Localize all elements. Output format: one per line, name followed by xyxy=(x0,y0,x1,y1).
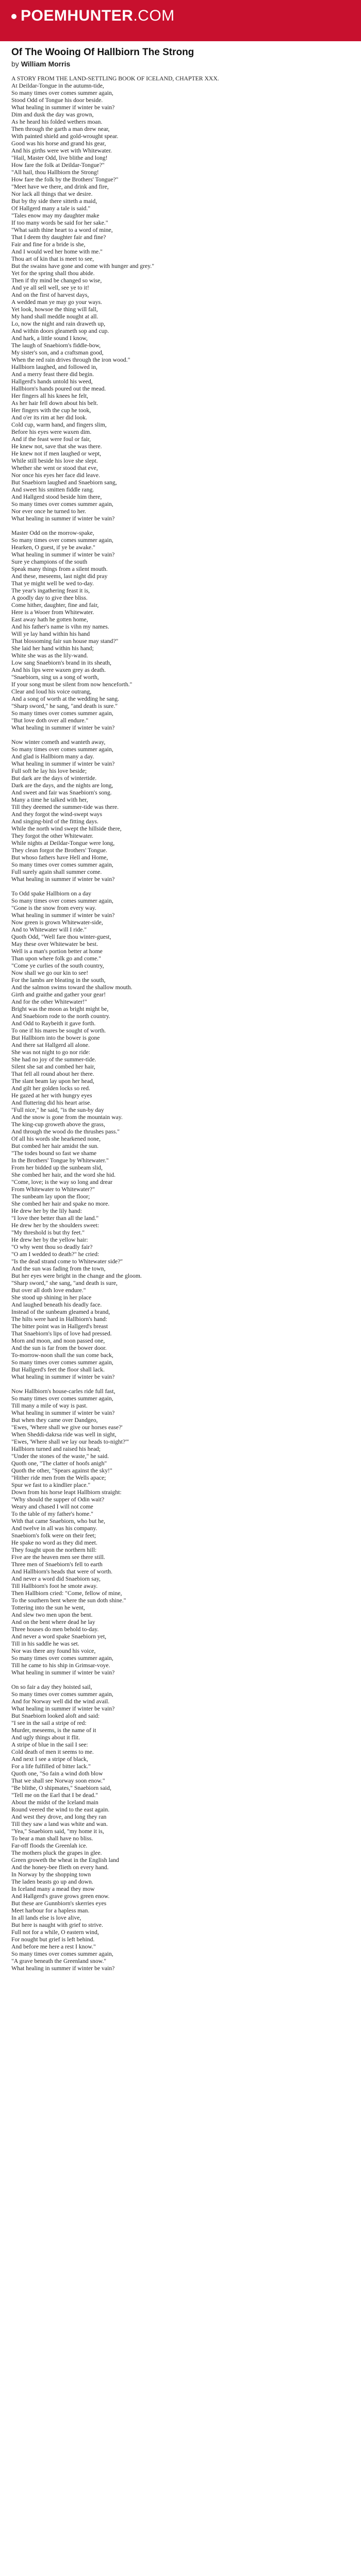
poem-line: They forgot the other Whitewater. xyxy=(11,833,93,839)
poem-line: And gilt her golden locks so red. xyxy=(11,1085,90,1092)
poem-line: On so fair a day they hoisted sail, xyxy=(11,1684,92,1690)
poem-line: But the swains have gone and come with hunger and grey." xyxy=(11,263,154,269)
poem-line: Now winter cometh and wanteth away, xyxy=(11,739,106,745)
poem-line: Nor once his eyes her face did leave. xyxy=(11,472,100,479)
poem-line: So many times over comes summer again, xyxy=(11,1359,113,1366)
poem-line: Will ye lay hand within his hand xyxy=(11,631,90,637)
poem-line: So many times over comes summer again, xyxy=(11,501,113,507)
poem-line: The hilts were hard in Hallbiorn's hand: xyxy=(11,1316,107,1323)
poem-line: And these, meseems, last night did pray xyxy=(11,573,108,580)
poem-line: Spur we fast to a kindlier place." xyxy=(11,1482,91,1488)
poem-line: May these over Whitewater be best. xyxy=(11,941,98,947)
poem-line: When Sheddi-dakrsa ride was well in sight, xyxy=(11,1431,117,1438)
poem-line: And before me here a rest I know." xyxy=(11,1943,96,1950)
poem-line: And the snow is gone from the mountain way. xyxy=(11,1114,123,1121)
poem-line: "I love thee better than all the land." xyxy=(11,1215,99,1222)
poem-line: Fair and fine for a bride is she, xyxy=(11,241,86,248)
poem-line: Dim and dusk the day was grown, xyxy=(11,111,94,118)
poem-line: Now green is grown Whitewater-side, xyxy=(11,919,103,926)
site-logo[interactable] xyxy=(11,7,175,25)
poem-line: And never a word did Snaebiorn say, xyxy=(11,1575,101,1582)
poem-line: She combed her hair, and the word she hid. xyxy=(11,1172,116,1178)
poem-line: About the midst of the Iceland main xyxy=(11,1799,99,1806)
poem-line: Hearken, O guest, if ye be awake." xyxy=(11,544,95,551)
poem-line: Full soft he lay his love beside; xyxy=(11,768,87,774)
poem-line: To one if his mares be sought of worth. xyxy=(11,1027,106,1034)
poem-line: And sweet his smitten fiddle rang. xyxy=(11,486,94,493)
poem-line: Bright was the moon as bright might be, xyxy=(11,1006,109,1012)
poem-line: She stood up shining in her place xyxy=(11,1294,92,1301)
poem-line: Quoth one, "So fain a wind doth blow xyxy=(11,1770,103,1777)
poem-line: And his lips were waxen grey as death. xyxy=(11,667,106,673)
poem-line: And singing-bird of the fitting days. xyxy=(11,818,99,825)
poem-line: Round veered the wind to the east again. xyxy=(11,1806,110,1813)
poem-line: Cold cup, warm hand, and fingers slim, xyxy=(11,421,107,428)
poem-line: For the lambs are bleating in the south, xyxy=(11,977,106,984)
poem-line: East away hath he gotten home, xyxy=(11,616,88,623)
poem-line: And the sun is far from the bower door. xyxy=(11,1345,107,1351)
poem-title: Of The Wooing Of Hallbiorn The Strong xyxy=(11,47,194,58)
poem-line: And the salmon swims toward the shallow mouth. xyxy=(11,984,133,991)
poem-line: But by thy side there sitteth a maid, xyxy=(11,198,97,205)
poem-line: He spake no word as they did meet. xyxy=(11,1539,97,1546)
poem-line: Five are the heaven men see there still. xyxy=(11,1554,105,1561)
poem-line: A STORY FROM THE LAND-SETTLING BOOK OF ICELAND, CHAPTER XXX. xyxy=(11,75,219,82)
poem-line: The sunbeam lay upon the floor; xyxy=(11,1193,90,1200)
poem-line: While still beside his love she slept. xyxy=(11,457,98,464)
poem-line: And ugly things about it flit. xyxy=(11,1734,80,1741)
poem-line: And slew two men upon the bent. xyxy=(11,1612,93,1618)
poem-line: If your song must be silent from now henceforth." xyxy=(11,681,133,688)
poem-line: Snaebiorn's folk were on their feet; xyxy=(11,1532,96,1539)
poem-line: Instead of the sunbeam gleamed a brand, xyxy=(11,1309,110,1315)
poem-line: "Come, love; is the way so long and drear xyxy=(11,1179,112,1185)
poem-line: While nights at Deildar-Tongue were long, xyxy=(11,840,115,846)
poem-line: "Tales enow may my daughter make xyxy=(11,212,100,219)
poem-line: With painted shield and gold-wrought spear. xyxy=(11,133,119,140)
poem-line: To Odd spake Hallbiorn on a day xyxy=(11,890,91,897)
poem-line: Yet for the spring shall thou abide. xyxy=(11,270,95,277)
poem-line: Now shall we go our kin to see! xyxy=(11,970,88,976)
poem-line: Nor lack all things that we desire. xyxy=(11,191,93,197)
poem-line: What healing in summer if winter be vain? xyxy=(11,104,115,111)
poem-line: And on the bent where dead he lay xyxy=(11,1619,95,1625)
poem-line: Her fingers all his knees he felt, xyxy=(11,393,88,399)
poem-line: And the honey-bee flieth on every hand. xyxy=(11,1864,109,1871)
poem-line: And his girths were wet with Whitewater. xyxy=(11,147,112,154)
poem-line: "My threshold is but thy feet." xyxy=(11,1229,85,1236)
poem-line: But over all doth love endure." xyxy=(11,1287,86,1294)
poem-line: Quoth one, "The clatter of hoofs anigh" xyxy=(11,1460,107,1467)
poem-line: But here is naught with grief to strive. xyxy=(11,1922,103,1928)
poem-line: And on the first of harvest days, xyxy=(11,292,89,298)
poem-line: While the north wind swept the hillside there, xyxy=(11,825,122,832)
poem-line: "Come ye curlies of the south country, xyxy=(11,962,104,969)
poem-line: If too many words be said for her sake." xyxy=(11,219,108,226)
poem-line: He gazed at her with hungry eyes xyxy=(11,1092,92,1099)
poem-line: She was not night to go nor ride: xyxy=(11,1049,90,1056)
poem-line: And within doors gleameth sop and cup. xyxy=(11,328,109,334)
poem-line: At Deildar-Tongue in the autumn-tide, xyxy=(11,82,104,89)
poem-line: "Yea," Snaebiorn said, "my home it is, xyxy=(11,1828,104,1835)
stanza xyxy=(11,739,350,883)
poem-line: Sure ye champions of the south xyxy=(11,558,88,565)
poem-line: But her eyes were bright in the change and the gloom. xyxy=(11,1273,142,1279)
poem-line: What healing in summer if winter be vain? xyxy=(11,1965,115,1972)
poem-line: In Norway by the shopping town xyxy=(11,1871,91,1878)
poem-line: Now Hallbiorn's house-carles ride full fast, xyxy=(11,1388,116,1395)
poem-line: Till Hallbiorn's foot he smote away. xyxy=(11,1583,98,1589)
poem-line: Speak many things from a silent mouth. xyxy=(11,566,108,572)
poem-line: He drew her by the lily hand: xyxy=(11,1208,82,1214)
poem-line: And Hallgerd's grave grows green enow. xyxy=(11,1893,110,1900)
poem-line: So many times over comes summer again, xyxy=(11,1395,113,1402)
poem-line: But when they came over Dandgeo, xyxy=(11,1417,98,1423)
poem-line: The bitter point was in Hallgerd's breast xyxy=(11,1323,108,1330)
poem-line: They clean forgot the Brothers' Tongue. xyxy=(11,847,107,854)
poem-content xyxy=(0,41,361,1972)
poem-line: What healing in summer if winter be vain? xyxy=(11,551,115,558)
poem-line: But combed her hair amidst the sun. xyxy=(11,1143,99,1149)
poem-line: Clear and loud his voice outrang, xyxy=(11,688,92,695)
poem-line: And I would wed her home with me." xyxy=(11,248,103,255)
poem-line: Nor ever once he turned to her. xyxy=(11,508,87,515)
poem-line: That ye might well be wed to-day. xyxy=(11,580,94,587)
logo-main: POEMHUNTER xyxy=(21,7,134,24)
poem-line: He drew her by the shoulders sweet: xyxy=(11,1222,100,1229)
poem-line: Low sang Snaebiorn's brand in its sheath, xyxy=(11,659,111,666)
poem-line: Before his eyes were waxen dim. xyxy=(11,429,92,435)
poem-line: So many times over comes summer again, xyxy=(11,897,113,904)
poem-line: Meet harbour for a hapless man. xyxy=(11,1907,90,1914)
poem-line: What healing in summer if winter be vain? xyxy=(11,876,115,883)
poem-line: A wedded man ye may go your ways. xyxy=(11,299,102,306)
byline xyxy=(11,60,350,68)
poem-line: And twelve in all was his company. xyxy=(11,1525,97,1532)
poem-line: "Sharp sword," she sang, "and death is sure, xyxy=(11,1280,118,1286)
poem-line: And never a word spake Snaebiorn yet, xyxy=(11,1633,107,1640)
poem-line: Come hither, daughter, fine and fair, xyxy=(11,602,99,608)
poem-line: Her fingers with the cup he took, xyxy=(11,407,91,414)
poem-line: Till he came to his ship in Grimsar-voye. xyxy=(11,1662,110,1669)
poem-body xyxy=(11,75,350,1972)
poem-line: Nor was there any found his voice, xyxy=(11,1648,96,1654)
poem-line: From Whitewater to Whitewater?" xyxy=(11,1186,95,1193)
poem-line: "O why went thou so deadly fair? xyxy=(11,1244,93,1250)
poem-line: "Tell me on the Earl that I be dead." xyxy=(11,1792,99,1799)
poem-line: In Iceland many a mead they mow xyxy=(11,1886,95,1892)
poem-line: To-morrow-noon shall the sun come back, xyxy=(11,1352,113,1359)
poem-line: Till they saw a land was white and wan. xyxy=(11,1821,108,1827)
poem-line: Murder, meseems, is the name of it xyxy=(11,1727,96,1734)
poem-line: Three houses do men behold to-day. xyxy=(11,1626,99,1633)
poem-line: Girth and graithe and gather your gear! xyxy=(11,991,106,998)
author-link[interactable]: William Morris xyxy=(21,60,71,68)
poem-line: Till many a mile of way is past. xyxy=(11,1402,88,1409)
site-header xyxy=(0,0,361,41)
poem-line: But Snaebiorn laughed and Snaebiorn sang, xyxy=(11,479,117,486)
poem-line: Dark are the days, and the nights are long, xyxy=(11,782,113,789)
poem-line: The year's ingathering feast it is, xyxy=(11,587,90,594)
poem-line: And Odd to Raybeith it gave forth. xyxy=(11,1020,96,1027)
poem-line: Till they deemed the summer-tide was there. xyxy=(11,804,119,810)
poem-line: To the southern bent where the sun doth shine." xyxy=(11,1597,126,1604)
poem-line: What healing in summer if winter be vain? xyxy=(11,1669,115,1676)
poem-line: Of Hallgerd many a tale is said." xyxy=(11,205,91,212)
poem-line: "Why should the supper of Odin wait? xyxy=(11,1496,105,1503)
poem-line: Tottering into the sun he went, xyxy=(11,1604,85,1611)
poem-line: And a song of worth at the wedding he sang. xyxy=(11,696,120,702)
poem-line: "What saith thine heart to a word of mine, xyxy=(11,227,113,233)
poem-line: The laden beasts go up and down. xyxy=(11,1878,93,1885)
poem-line: Green groweth the wheat in the English land xyxy=(11,1857,119,1863)
poem-line: "Sharp sword," he sang, "and death is sure." xyxy=(11,703,118,709)
poem-line: "Under the stones of the waste," he said. xyxy=(11,1453,109,1460)
logo-suffix: .COM xyxy=(133,7,175,24)
poem-line: And through the wood do the thrushes pass." xyxy=(11,1128,120,1135)
poem-line: "Ewes, 'Where shall we lay our heads to-night?'" xyxy=(11,1438,129,1445)
poem-line: Yet look, howsoe the thing will fall, xyxy=(11,306,98,313)
poem-line: What healing in summer if winter be vain? xyxy=(11,515,115,522)
poem-line: And laughed beneath his deadly face. xyxy=(11,1301,102,1308)
poem-line: Cold death of men it seems to me. xyxy=(11,1749,94,1755)
poem-line: And for the other Whitewater!" xyxy=(11,998,87,1005)
poem-line: The king-cup groweth above the grass, xyxy=(11,1121,105,1128)
poem-line: The mothers pluck the grapes in glee. xyxy=(11,1850,102,1856)
poem-line: So many times over comes summer again, xyxy=(11,1951,113,1957)
poem-line: Than upon where folk go and come." xyxy=(11,955,101,962)
poem-line: She had no joy of the summer-tide. xyxy=(11,1056,96,1063)
poem-line: They fought upon the northern hill: xyxy=(11,1547,97,1553)
poem-line: So many times over comes summer again, xyxy=(11,746,113,753)
poem-line: With that came Snaebiorn, who but he, xyxy=(11,1518,105,1524)
poem-line: As he heard his folded wethers moan. xyxy=(11,118,103,125)
poem-line: And they forgot the wind-swept ways xyxy=(11,811,103,818)
poem-line: White she was as the lily-wand. xyxy=(11,652,88,659)
poem-line: "But love doth over all endure." xyxy=(11,717,89,724)
poem-line: "Full nice," he said, "is the sun-by day xyxy=(11,1107,104,1113)
poem-line: For a life fulfilled of bitter lack." xyxy=(11,1763,91,1770)
poem-line: But these are Gunnbiorn's skerries eyes xyxy=(11,1900,107,1907)
poem-line: "Hail, Master Odd, live blithe and long! xyxy=(11,155,108,161)
poem-line: Then Hallbiorn cried: "Come, fellow of mine, xyxy=(11,1590,122,1597)
logo-dot-icon xyxy=(11,14,17,19)
poem-line: And glad is Hallbiorn many a day. xyxy=(11,753,94,760)
poem-line: But Snaebiorn looked aloft and said: xyxy=(11,1713,100,1719)
poem-line: How fare the folk at Deildar-Tongue?" xyxy=(11,162,105,168)
poem-line: Then if thy mind be changed so wise, xyxy=(11,277,102,284)
poem-line: She laid her hand within his hand; xyxy=(11,645,94,652)
poem-line: She combed her hair and spake no more. xyxy=(11,1200,110,1207)
poem-line: So many times over comes summer again, xyxy=(11,1655,113,1662)
stanza xyxy=(11,1684,350,1972)
poem-line: What healing in summer if winter be vain? xyxy=(11,724,115,731)
poem-line: Then through the garth a man drew near, xyxy=(11,126,110,132)
poem-line: And o'er its rim at her did look. xyxy=(11,414,87,421)
stanza xyxy=(11,890,350,1381)
poem-line: Here is a Wooer from Whitewater. xyxy=(11,609,94,616)
poem-line: And Snaebiorn rode to the north country. xyxy=(11,1013,110,1020)
poem-line: The laugh of Snaebiorn's fiddle-bow, xyxy=(11,342,101,349)
poem-line: That we shall see Norway soon enow." xyxy=(11,1777,105,1784)
stanza xyxy=(11,75,350,522)
poem-line: "Is the dead strand come to Whitewater side?" xyxy=(11,1258,123,1265)
stanza xyxy=(11,530,350,732)
poem-line: Hallgerd's hands untold his weed, xyxy=(11,378,93,385)
poem-line: So many times over comes summer again, xyxy=(11,710,113,717)
poem-line: And Hallgerd stood beside him there, xyxy=(11,494,102,500)
poem-line: My sister's son, and a craftsman good, xyxy=(11,349,104,356)
byline-by: by xyxy=(11,60,19,68)
poem-line: Thou art of kin that is meet to see, xyxy=(11,256,94,262)
poem-line: Well is a man's portion better at home xyxy=(11,948,103,955)
poem-line: When the red rain drives through the iron wood." xyxy=(11,357,130,363)
poem-line: My hand shall meddle nought at all. xyxy=(11,313,99,320)
poem-line: "Gone is the snow from every way. xyxy=(11,905,96,911)
poem-line: And Hallbiorn's heads that were of worth. xyxy=(11,1568,112,1575)
poem-line: Full surely again shall summer come. xyxy=(11,869,102,875)
poem-line: As her hair fell down about his belt. xyxy=(11,400,99,406)
poem-line: Master Odd on the morrow-spake, xyxy=(11,530,94,536)
poem-line: He knew not, save that she was there. xyxy=(11,443,102,450)
poem-line: But dark are the days of wintertide. xyxy=(11,775,97,782)
poem-line: In the Brothers' Tongue by Whitewater." xyxy=(11,1157,109,1164)
poem-line: Many a time he talked with her, xyxy=(11,796,88,803)
poem-line: Till in his saddle he was set. xyxy=(11,1640,79,1647)
poem-line: Hallbiorn laughed, and followed in, xyxy=(11,364,97,370)
poem-line: "Snaebiorn, sing us a song of worth, xyxy=(11,674,99,681)
poem-line: That blossoming fair sun house may stand?" xyxy=(11,638,119,645)
poem-line: The slant beam lay upon her head, xyxy=(11,1078,94,1084)
poem-line: "A grave beneath the Greenland snow." xyxy=(11,1958,107,1964)
poem-line: Morn and moon, and noon passed one, xyxy=(11,1337,105,1344)
poem-line: That fell all round about her there. xyxy=(11,1071,94,1077)
poem-line: "I see in the sail a stripe of red: xyxy=(11,1720,87,1726)
poem-line: But whoso fathers have Hell and Home, xyxy=(11,854,108,861)
poem-line: He knew not if men laughed or wept, xyxy=(11,450,101,457)
poem-line: From her bidded up the sunbeam slid, xyxy=(11,1164,103,1171)
poem-line: That Snaebiorn's lips of love had pressed. xyxy=(11,1330,112,1337)
poem-line: To bear a man shall have no bliss. xyxy=(11,1835,93,1842)
poem-line: "O am I wedded to death?" he cried: xyxy=(11,1251,100,1258)
poem-line: What healing in summer if winter be vain? xyxy=(11,1705,115,1712)
poem-line: So many times over comes summer again, xyxy=(11,90,113,96)
poem-line: In all lands else is love alive, xyxy=(11,1914,81,1921)
poem-line: "Be blithe, O shipmates," Snaebiorn said, xyxy=(11,1785,111,1791)
poem-line: That I deem thy daughter fair and fine? xyxy=(11,234,106,241)
poem-line: And his father's name is vihn my names. xyxy=(11,623,109,630)
poem-line: "Meet have we there, and drink and fire, xyxy=(11,183,109,190)
poem-line: And if the feast were foul or fair, xyxy=(11,436,91,443)
poem-line: So many times over comes summer again, xyxy=(11,537,113,544)
poem-line: And to Whitewater will I ride." xyxy=(11,926,87,933)
poem-line: Whether she went or stood that eve, xyxy=(11,465,98,471)
poem-line: Lo, now the night and rain draweth up, xyxy=(11,320,106,327)
poem-line: "The todes bound so fast we shame xyxy=(11,1150,97,1157)
poem-line: Good was his horse and grand his gear, xyxy=(11,140,106,147)
poem-line: What healing in summer if winter be vain? xyxy=(11,912,115,919)
poem-line: Quoth Odd, "Well fare thou winter-guest, xyxy=(11,934,111,940)
poem-line: And fluttering did his heart arise. xyxy=(11,1099,92,1106)
poem-line: So many times over comes summer again, xyxy=(11,861,113,868)
poem-line: Of all his words she hearkened none, xyxy=(11,1136,101,1142)
poem-line: Silent she sat and combed her hair, xyxy=(11,1063,95,1070)
poem-line: And a merry feast there did begin. xyxy=(11,371,94,378)
poem-line: And west they drove, and long they ran xyxy=(11,1814,107,1820)
poem-line: Far-off floods the Greenlah ice. xyxy=(11,1842,88,1849)
poem-line: And for Norway well did the wind avail. xyxy=(11,1698,110,1705)
poem-line: And hark, a little sound I know, xyxy=(11,335,88,342)
poem-line: Weary and chased I will not come xyxy=(11,1503,93,1510)
poem-line: But Hallbiorn into the bower is gone xyxy=(11,1035,100,1041)
poem-line: Quoth the other, "Spears against the sky!" xyxy=(11,1467,112,1474)
poem-line: What healing in summer if winter be vain? xyxy=(11,760,115,767)
poem-line: And ye all sell well, see ye to it! xyxy=(11,284,89,291)
poem-line: A goodly day to give thee bliss. xyxy=(11,595,88,601)
poem-line: Hallbiorn's hands poured out the mead. xyxy=(11,385,106,392)
poem-line: And there sat Hallgerd all alone. xyxy=(11,1042,90,1048)
poem-line: But Hallgerd's feet the floor shall lack. xyxy=(11,1366,105,1373)
poem-line: Stood Odd of Tongue his door beside. xyxy=(11,97,103,104)
poem-line: A stripe of blue in the sail I see: xyxy=(11,1741,88,1748)
poem-line: And sweet and fair was Snaebiorn's song. xyxy=(11,789,112,796)
poem-line: He drew her by the yellow hair: xyxy=(11,1236,88,1243)
poem-line: So many times over comes summer again, xyxy=(11,1691,113,1698)
poem-line: And next I see a stripe of black, xyxy=(11,1756,88,1762)
stanza xyxy=(11,1388,350,1676)
poem-line: "Ewes, 'Where shall we give our horses ease?' xyxy=(11,1424,123,1431)
poem-line: How fare the folk by the Brothers' Tongue?" xyxy=(11,176,119,183)
poem-line: Three men of Snaebiorn's fell to earth xyxy=(11,1561,103,1568)
poem-line: What healing in summer if winter be vain? xyxy=(11,1410,115,1416)
poem-line: And the sun was fading from the town, xyxy=(11,1265,106,1272)
poem-line: For nought but grief is left behind. xyxy=(11,1936,95,1943)
poem-line: To the table of my father's home." xyxy=(11,1511,93,1517)
poem-line: Full not for a while, O eastern wind, xyxy=(11,1929,99,1936)
poem-line: Hallbiorn turned and raised his head; xyxy=(11,1446,101,1452)
poem-line: What healing in summer if winter be vain? xyxy=(11,1374,115,1380)
poem-line: "Hither ride men from the Wells apace; xyxy=(11,1475,106,1481)
poem-line: Down from his horse leapt Hallbiorn straight: xyxy=(11,1489,122,1496)
poem-line: "All hail, thou Hallbiorn the Strong! xyxy=(11,169,99,176)
